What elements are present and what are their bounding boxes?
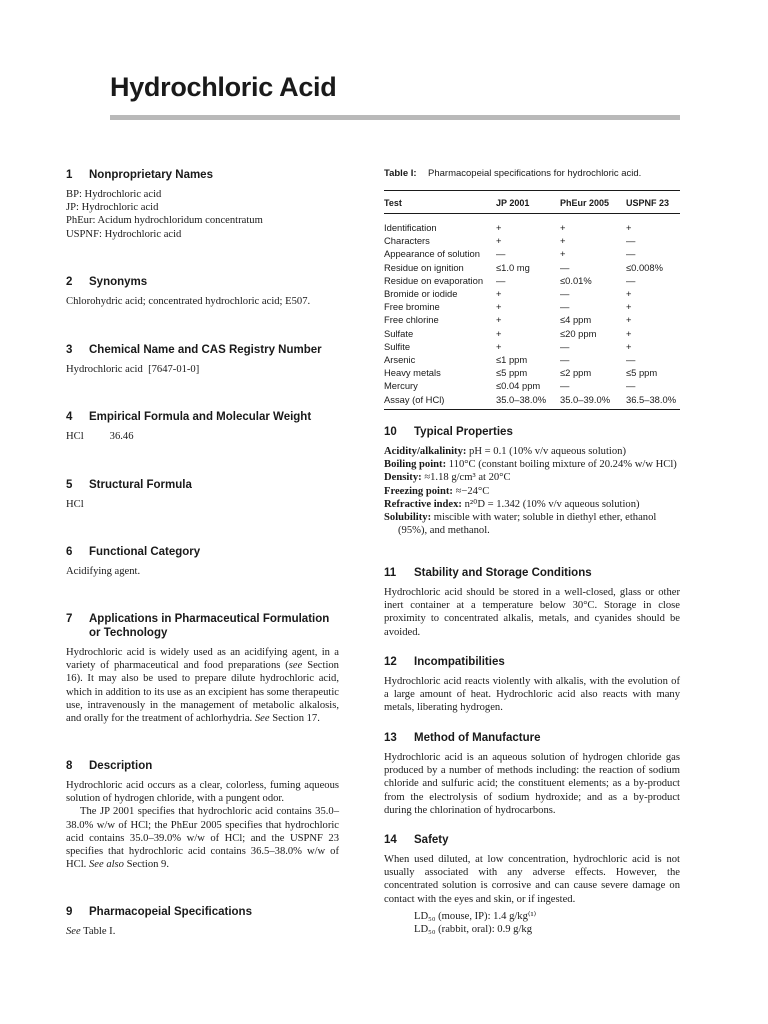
section-8	[66, 759, 339, 871]
table-row	[384, 353, 680, 366]
name-jp: JP: Hydrochloric acid	[66, 202, 159, 214]
table-cell: —	[626, 380, 636, 392]
table-cell: —	[560, 288, 570, 300]
section-body: Hydrochloric acid occurs as a clear, colorless, fuming aqueous solution of hydrogen chloride, with a pungent odor. The JP 2001 specifies that hydrochloric acid contains 35.0–38.0% w/w of HCl; the PhEur 2005 specifies that hydrochloric acid contains 35.0–39.0% w/w of HCl; and the USPNF 23 specifies that hydrochloric acid contains 36.5–38.0% w/w of HCl. See also Section 9.	[66, 780, 339, 871]
table-cell: +	[496, 235, 502, 247]
section-body: Hydrochloric acid [7647-01-0]	[66, 364, 200, 375]
section-heading: 12 Incompatibilities	[384, 656, 505, 668]
table-cell: Residue on evaporation	[384, 274, 484, 286]
table-cell: ≤0.008%	[626, 261, 663, 273]
table-row	[384, 287, 680, 300]
section-12	[384, 655, 680, 715]
ld50-mouse: LD₅₀ (mouse, IP): 1.4 g/kg⁽¹⁾	[414, 910, 537, 922]
section-body: Hydrochloric acid should be stored in a well-closed, glass or other inert container at a temperature below 30°C. Storage in close proximity to concentrated alkalis, metals, and cyanides should be avoided.	[384, 587, 680, 638]
section-14	[384, 833, 680, 936]
section-heading: 5 Structural Formula	[66, 479, 192, 491]
section-body: Acidifying agent.	[66, 566, 141, 577]
table-cell: Free chlorine	[384, 314, 439, 326]
section-4	[66, 410, 339, 443]
table-cell: —	[560, 354, 570, 366]
table-cell: +	[626, 301, 632, 313]
prop-boiling-point: Boiling point: 110°C (constant boiling mixture of 20.24% w/w HCl)	[384, 459, 677, 471]
page-title: Hydrochloric Acid	[110, 72, 337, 102]
prop-freezing-point: Freezing point: ≈−24°C	[384, 485, 490, 497]
table-cell: Sulfite	[384, 340, 411, 352]
table-cell: Residue on ignition	[384, 261, 464, 273]
table-cell: ≤0.04 ppm	[496, 380, 541, 392]
prop-refractive-index: Refractive index: n²⁰D = 1.342 (10% v/v aqueous solution)	[384, 498, 640, 510]
section-heading: 10 Typical Properties	[384, 426, 513, 438]
table-row	[384, 379, 680, 392]
section-body: HCl	[66, 499, 84, 510]
table-cell: —	[560, 301, 570, 313]
table-cell: ≤1 ppm	[496, 354, 528, 366]
col-header-jp: JP 2001	[496, 191, 560, 214]
section-body: Hydrochloric acid reacts violently with alkalis, with the evolution of a large amount of heat. Hydrochloric acid also reacts with many metals, liberating hydrogen.	[384, 676, 680, 714]
section-body	[66, 430, 339, 443]
table-cell: Assay (of HCl)	[384, 393, 445, 405]
table-cell: +	[560, 222, 566, 233]
section-1	[66, 168, 339, 241]
table-cell: Identification	[384, 222, 437, 233]
section-heading: 13 Method of Manufacture	[384, 732, 541, 744]
table-header-row	[384, 191, 680, 214]
table-row	[384, 261, 680, 274]
table-cell: —	[626, 274, 636, 286]
table-cell: 35.0–38.0%	[496, 393, 547, 405]
section-heading: 2 Synonyms	[66, 276, 148, 288]
table-cell: +	[626, 327, 632, 339]
table-cell: —	[496, 248, 506, 260]
section-body: When used diluted, at low concentration, hydrochloric acid is not usually associated with any adverse effects. However, the concentrated solution is corrosive and can cause severe damage on contact with the eyes and skin, or if ingested. LD₅₀ (mouse, IP): 1.4 g/kg⁽¹⁾ LD₅₀ (rabbit, oral): 0.9 g/kg	[384, 854, 680, 936]
section-heading: 6 Functional Category	[66, 546, 201, 558]
section-body: Hydrochloric acid is an aqueous solution of hydrogen chloride gas produced by a number of methods including: the reaction of sodium chloride and sulfuric acid; the constituent elements; as a by-product from the electrolysis of sodium hydroxide; and as a by-product during the chlorination of hydrocarbons.	[384, 752, 680, 816]
name-pheur: PhEur: Acidum hydrochloridum concentratum	[66, 215, 263, 227]
table-row	[384, 247, 680, 260]
table-cell: Sulfate	[384, 327, 414, 339]
section-9	[66, 905, 339, 938]
table-cell: +	[496, 288, 502, 300]
table-caption-text: Pharmacopeial specifications for hydrochloric acid.	[428, 168, 642, 179]
table-cell: +	[626, 314, 632, 326]
table-cell: 35.0–39.0%	[560, 393, 611, 405]
section-body: Chlorohydric acid; concentrated hydrochloric acid; E507.	[66, 296, 311, 307]
prop-solubility: Solubility: miscible with water; soluble in diethyl ether, ethanol (95%), and methanol.	[384, 512, 657, 537]
table-cell: +	[496, 327, 502, 339]
table-row	[384, 234, 680, 247]
col-header-uspnf: USPNF 23	[626, 191, 680, 214]
spec-table-block	[384, 168, 680, 410]
table-cell: Free bromine	[384, 301, 440, 313]
table-cell: Arsenic	[384, 354, 416, 366]
table-cell: ≤5 ppm	[496, 367, 528, 379]
table-cell: ≤5 ppm	[626, 367, 658, 379]
table-row	[384, 366, 680, 379]
col-header-test: Test	[384, 191, 496, 214]
table-cell: Mercury	[384, 380, 418, 392]
table-cell: —	[626, 354, 636, 366]
table-caption-label: Table I:	[384, 168, 417, 179]
table-cell: —	[560, 261, 570, 273]
section-heading: 1 Nonproprietary Names	[66, 169, 213, 181]
name-bp: BP: Hydrochloric acid	[66, 189, 162, 200]
table-cell: +	[560, 248, 566, 260]
section-heading: 11 Stability and Storage Conditions	[384, 567, 592, 579]
col-header-pheur: PhEur 2005	[560, 191, 626, 214]
table-row	[384, 340, 680, 353]
empirical-formula: HCl	[66, 431, 84, 442]
table-row	[384, 300, 680, 313]
table-cell: ≤4 ppm	[560, 314, 592, 326]
table-body	[384, 214, 680, 410]
table-cell: Appearance of solution	[384, 248, 480, 260]
table-cell: +	[626, 288, 632, 300]
prop-acidity: Acidity/alkalinity: pH = 0.1 (10% v/v aqueous solution)	[384, 446, 626, 457]
section-heading: 9 Pharmacopeial Specifications	[66, 906, 252, 918]
section-heading: 3 Chemical Name and CAS Registry Number	[66, 344, 322, 356]
table-row	[384, 327, 680, 340]
section-body	[384, 445, 680, 537]
table-row	[384, 274, 680, 287]
molecular-weight: 36.46	[109, 431, 134, 442]
ld50-rabbit: LD₅₀ (rabbit, oral): 0.9 g/kg	[414, 924, 533, 936]
section-3	[66, 343, 339, 376]
section-6	[66, 545, 339, 578]
table-cell: —	[496, 274, 506, 286]
table-cell: ≤0.01%	[560, 274, 592, 286]
section-10	[384, 425, 680, 537]
section-heading: 14 Safety	[384, 834, 449, 846]
table-cell: —	[560, 340, 570, 352]
section-body: See Table I.	[66, 926, 116, 937]
table-cell: 36.5–38.0%	[626, 393, 677, 405]
table-row	[384, 393, 680, 410]
section-body: Hydrochloric acid is widely used as an acidifying agent, in a variety of pharmaceutical and food preparations (see Section 16). It may also be used to prepare dilute hydrochloric acid, which in addition to its use as an excipient has some therapeutic use, intravenously in the management of metabolic alkalosis, and orally for the treatment of achlorhydria. See Section 17.	[66, 647, 339, 725]
section-7	[66, 612, 339, 725]
table-cell: ≤2 ppm	[560, 367, 592, 379]
table-cell: +	[626, 340, 632, 352]
table-cell: ≤1.0 mg	[496, 261, 530, 273]
table-cell: +	[496, 340, 502, 352]
table-cell: Bromide or iodide	[384, 288, 458, 300]
pharmacopeial-spec-table	[384, 190, 680, 410]
table-cell: —	[626, 248, 636, 260]
name-uspnf: USPNF: Hydrochloric acid	[66, 228, 182, 240]
title-rule	[110, 115, 680, 120]
table-cell: ≤20 ppm	[560, 327, 597, 339]
table-cell: —	[560, 380, 570, 392]
section-heading: 7 Applications in Pharmaceutical Formulation or Technology	[66, 613, 330, 639]
section-heading: 4 Empirical Formula and Molecular Weight	[66, 411, 312, 423]
table-row	[384, 214, 680, 235]
section-13	[384, 731, 680, 817]
table-cell: —	[626, 235, 636, 247]
table-cell: +	[560, 235, 566, 247]
table-row	[384, 313, 680, 326]
table-cell: Heavy metals	[384, 367, 441, 379]
table-cell: +	[626, 222, 632, 233]
prop-density: Density: ≈1.18 g/cm³ at 20°C	[384, 472, 511, 484]
table-cell: Characters	[384, 235, 430, 247]
section-11	[384, 566, 680, 639]
section-heading: 8 Description	[66, 760, 153, 772]
section-5	[66, 478, 339, 511]
section-body	[66, 188, 339, 241]
table-cell: +	[496, 314, 502, 326]
section-2	[66, 275, 339, 308]
table-cell: +	[496, 301, 502, 313]
table-cell: +	[496, 222, 502, 233]
table-caption	[384, 168, 680, 179]
